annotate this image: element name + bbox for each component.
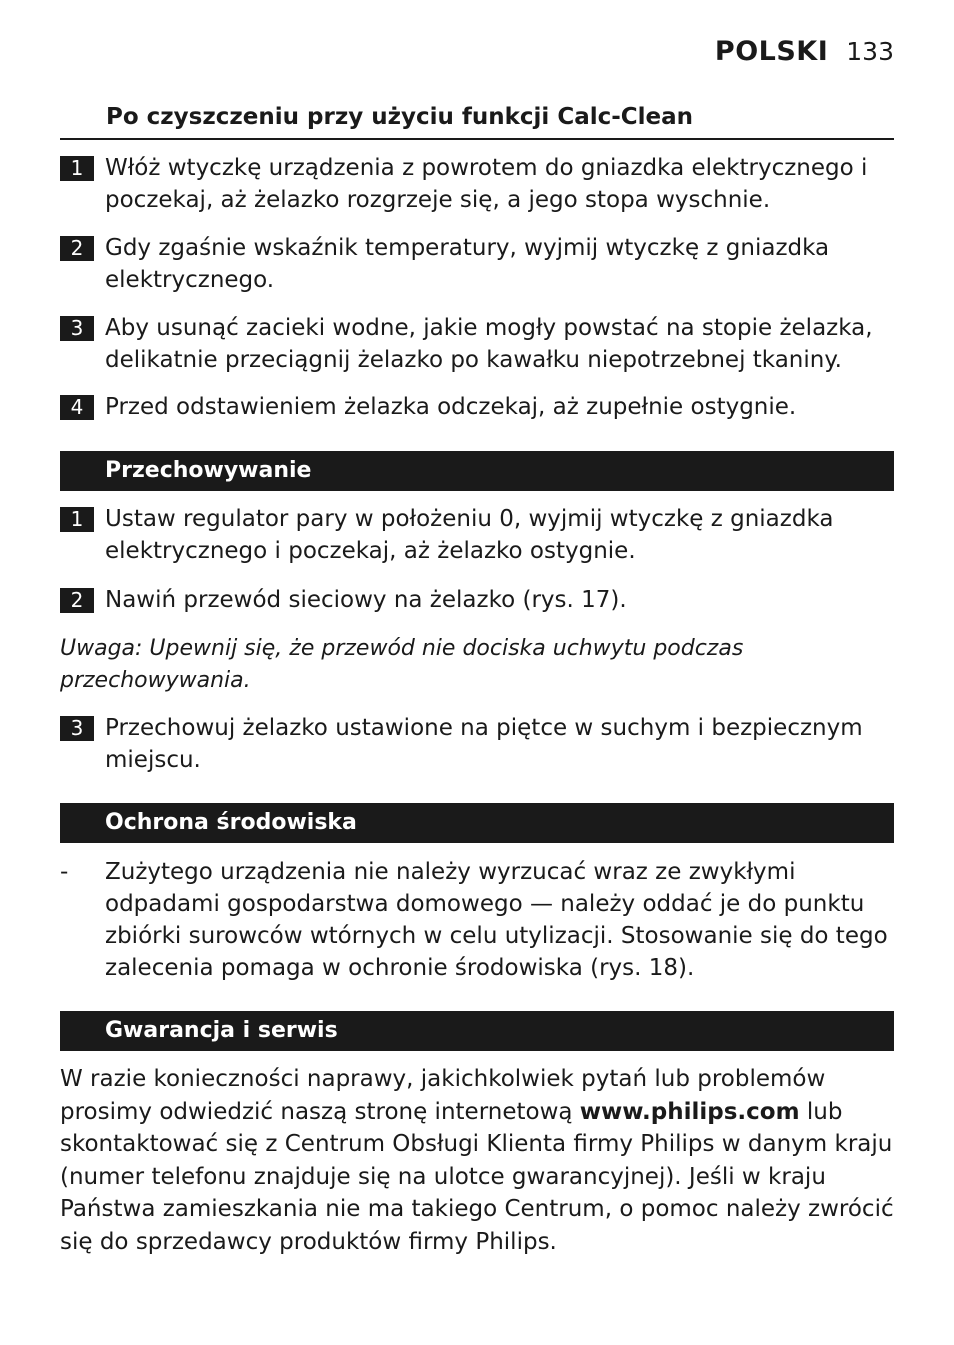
bullet-text: Zużytego urządzenia nie należy wyrzucać wraz ze zwykłymi odpadami gospodarstwa domowego — należy oddać je do punktu zbiórki surowców wtórnych w celu utylizacji. Stosowanie się do tego zalecenia pomaga w ochronie środowiska (rys. 18). <box>105 859 888 981</box>
page-number: 133 <box>846 37 894 66</box>
storage-step-3 <box>60 712 894 776</box>
step-text: Ustaw regulator pary w położeniu 0, wyjmij wtyczkę z gniazdka elektrycznego i poczekaj, aż żelazko ostygnie. <box>105 506 834 564</box>
after-cleaning-step-2 <box>60 232 894 296</box>
page-header <box>715 36 894 67</box>
storage-heading: Przechowywanie <box>60 451 894 491</box>
warranty-text-before-url: W razie konieczności naprawy, jakichkolwiek pytań lub problemów prosimy odwiedzić naszą stronę internetową <box>60 1066 826 1125</box>
warranty-heading: Gwarancja i serwis <box>60 1011 894 1051</box>
step-number-badge: 3 <box>60 316 94 341</box>
step-text: Gdy zgaśnie wskaźnik temperatury, wyjmij wtyczkę z gniazdka elektrycznego. <box>105 235 830 293</box>
bullet-dash: - <box>60 859 69 885</box>
storage-note: Uwaga: Upewnij się, że przewód nie dociska uchwytu podczas przechowywania. <box>60 636 744 693</box>
step-text: Przed odstawieniem żelazka odczekaj, aż zupełnie ostygnie. <box>105 394 797 420</box>
language-label: POLSKI <box>714 36 829 67</box>
after-cleaning-step-4 <box>60 391 894 423</box>
step-number-badge: 4 <box>60 395 94 420</box>
step-number-badge: 1 <box>60 507 94 532</box>
philips-url-link[interactable]: www.philips.com <box>579 1098 800 1125</box>
environment-heading: Ochrona środowiska <box>60 803 894 843</box>
after-cleaning-step-1 <box>60 152 894 216</box>
environment-bullet <box>60 856 894 984</box>
storage-step-2 <box>60 584 894 616</box>
step-number-badge: 3 <box>60 716 94 741</box>
step-text: Nawiń przewód sieciowy na żelazko (rys. 17). <box>105 587 627 613</box>
after-cleaning-step-3 <box>60 312 894 376</box>
step-text: Włóż wtyczkę urządzenia z powrotem do gniazdka elektrycznego i poczekaj, aż żelazko rozgrzeje się, a jego stopa wyschnie. <box>105 155 868 213</box>
step-text: Przechowuj żelazko ustawione na piętce w suchym i bezpiecznym miejscu. <box>105 715 863 773</box>
after-cleaning-heading: Po czyszczeniu przy użyciu funkcji Calc-Clean <box>60 100 894 140</box>
storage-step-1 <box>60 503 894 567</box>
warranty-text-after-url: lub skontaktować się z Centrum Obsługi Klienta firmy Philips w danym kraju (numer telefonu znajduje się na ulotce gwarancyjnej). Jeśli w kraju Państwa zamieszkania nie ma takiego Centrum, o pomoc należy zwrócić się do sprzedawcy produktów firmy Philips. <box>60 1098 894 1255</box>
step-text: Aby usunąć zacieki wodne, jakie mogły powstać na stopie żelazka, delikatnie przeciągnij żelazko po kawałku niepotrzebnej tkaniny. <box>105 315 873 373</box>
step-number-badge: 1 <box>60 156 94 181</box>
warranty-paragraph <box>60 1063 894 1258</box>
step-number-badge: 2 <box>60 588 94 613</box>
step-number-badge: 2 <box>60 236 94 261</box>
